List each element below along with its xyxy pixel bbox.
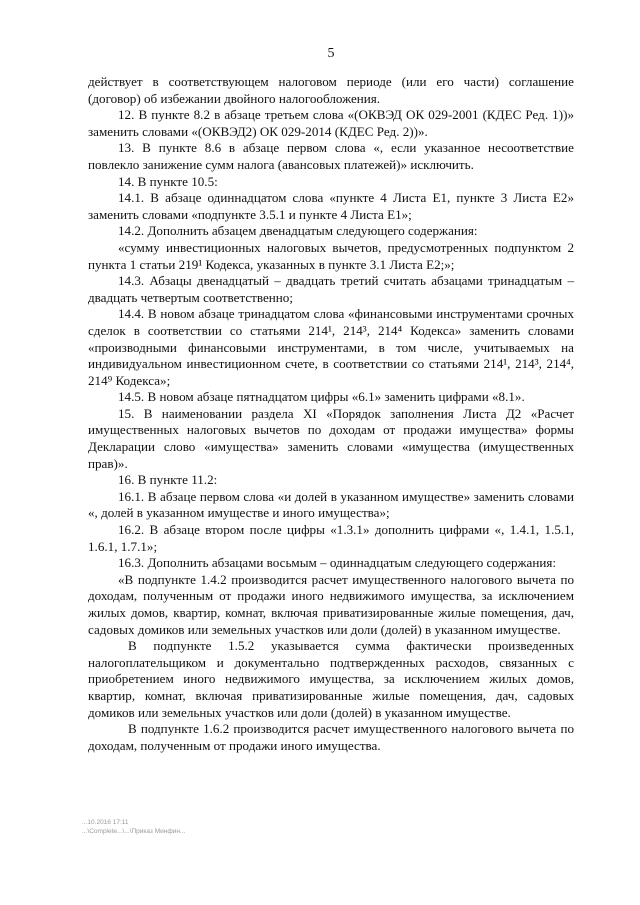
paragraph: В подпункте 1.5.2 указывается сумма фактически произведенных налогоплательщиком и документально подтвержденных расходов, связанных с приобретением иного недвижимого имущества, за исключением жилых домов, квартир, комнат, включая приватизированные жилые помещения, дач, садовых домиков или земельных участков или доли (долей) в указанном имуществе. bbox=[88, 638, 574, 720]
paragraph: 14.2. Дополнить абзацем двенадцатым следующего содержания: bbox=[118, 223, 478, 239]
paragraph: 15. В наименовании раздела XI «Порядок заполнения Листа Д2 «Расчет имущественных налоговых вычетов по доходам от продажи имущества» формы Декларации слово «имущества» заменить словами «имущества (имущественных прав)». bbox=[88, 405, 574, 471]
page-number: 5 bbox=[327, 46, 335, 61]
paragraph: 12. В пункте 8.2 в абзаце третьем слова «(ОКВЭД ОК 029-2001 (КДЕС Ред. 1))» заменить словами «(ОКВЭД2) ОК 029-2014 (КДЕС Ред. 2))». bbox=[88, 107, 574, 139]
paragraph: 16.1. В абзаце первом слова «и долей в указанном имуществе» заменить словами «, долей в указанном имуществе и иного имущества»; bbox=[88, 488, 574, 521]
paragraph: «В подпункте 1.4.2 производится расчет имущественного налогового вычета по доходам, полученным от продажи иного недвижимого имущества, за исключением жилых домов, квартир, комнат, включая приватизированные жилые помещения, дач, садовых домиков или земельных участков или доли (долей) в указанном имуществе. bbox=[88, 571, 574, 637]
paragraph: 14.4. В новом абзаце тринадцатом слова «финансовыми инструментами срочных сделок в соответствии со статьями 214¹, 214³, 214⁴ Кодекса» заменить словами «производными финансовыми инструментами, в том числе, учитываемых на индивидуальном инвестиционном счете, в соответствии со статьями 214¹, 214³, 214⁴, 214⁹ Кодекса»; bbox=[88, 306, 574, 388]
paragraph: «сумму инвестиционных налоговых вычетов, предусмотренных подпунктом 2 пункта 1 статьи 219¹ Кодекса, указанных в пункте 3.1 Листа Е2;»; bbox=[88, 239, 574, 272]
paragraph: В подпункте 1.6.2 производится расчет имущественного налогового вычета по доходам, полученным от продажи иного имущества. bbox=[88, 721, 574, 753]
footer-line-1: ...10.2016 17:11 bbox=[82, 819, 129, 826]
paragraph: 16. В пункте 11.2: bbox=[118, 472, 218, 488]
file-path-footer bbox=[82, 818, 185, 836]
document-body bbox=[88, 74, 574, 754]
paragraph: 14.3. Абзацы двенадцатый – двадцать третий считать абзацами тринадцатым – двадцать четвертым соответственно; bbox=[88, 273, 574, 305]
paragraph: 16.3. Дополнить абзацами восьмым – одиннадцатым следующего содержания: bbox=[118, 555, 557, 571]
paragraph: 13. В пункте 8.6 в абзаце первом слова «, если указанное несоответствие повлекло занижение сумм налога (авансовых платежей)» исключить. bbox=[88, 140, 574, 172]
paragraph: 14. В пункте 10.5: bbox=[118, 173, 218, 189]
paragraph: 16.2. В абзаце втором после цифры «1.3.1» дополнить цифрами «, 1.4.1, 1.5.1, 1.6.1, 1.7.1»; bbox=[88, 522, 574, 554]
paragraph: 14.5. В новом абзаце пятнадцатом цифры «6.1» заменить цифрами «8.1». bbox=[118, 389, 525, 405]
footer-line-2: ...\Complete...\...\Приказ Минфин... bbox=[82, 828, 186, 835]
paragraph: 14.1. В абзаце одиннадцатом слова «пункте 4 Листа Е1, пункте 3 Листа Е2» заменить словами «подпункте 3.5.1 и пункте 4 Листа Е1»; bbox=[88, 190, 574, 222]
paragraph: действует в соответствующем налоговом периоде (или его части) соглашение (договор) об избежании двойного налогообложения. bbox=[88, 74, 574, 106]
